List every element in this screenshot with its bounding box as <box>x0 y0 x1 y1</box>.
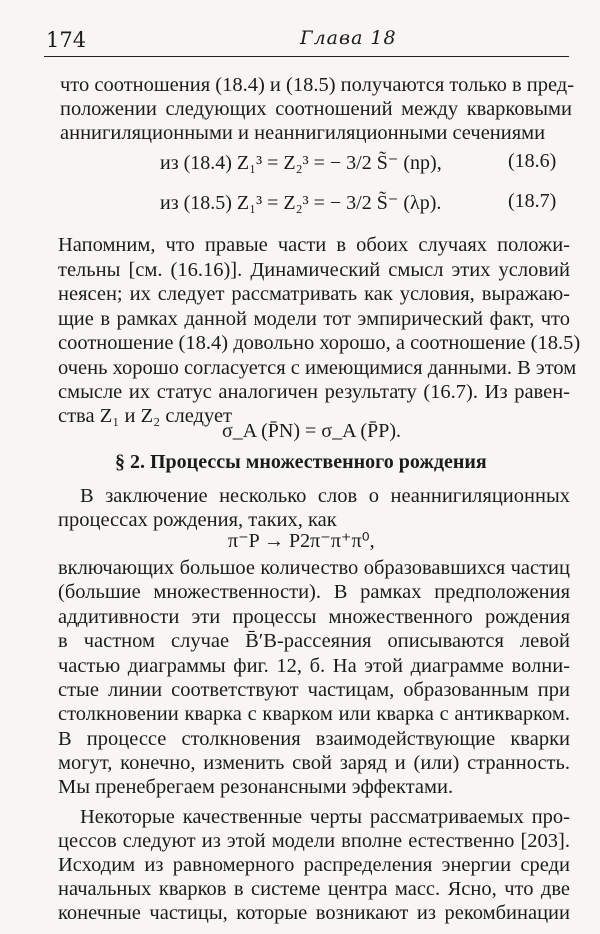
text-line: конечные частицы, которые возникают из рекомбинации <box>58 902 570 924</box>
text-line: включающих большое количество образовавшихся частиц <box>58 557 570 579</box>
chapter-title: Глава 18 <box>300 27 397 49</box>
text-line: цессов следуют из этой модели вполне естественно [203]. <box>58 830 570 852</box>
page-number: 174 <box>46 28 87 52</box>
text-line: смысле их статус аналогичен результату (16.7). Из равен- <box>58 381 570 403</box>
text-line: очень хорошо согласуется с имеющимися данными. В этом <box>58 357 577 379</box>
text-line: аддитивности эти процессы множественного рождения <box>58 606 570 628</box>
text-line: щие в рамках данной модели тот эмпирический факт, что <box>58 308 570 330</box>
text-line: положении следующих соотношений между кварковыми <box>60 98 572 120</box>
section-heading: § 2. Процессы множественного рождения <box>115 451 487 473</box>
text-line: стые линии соответствуют частицам, образованным при <box>58 679 570 701</box>
text-line: (большие множественности). В рамках предположения <box>58 581 570 603</box>
text-line: что соотношения (18.4) и (18.5) получаются только в пред- <box>60 74 575 96</box>
text-line: неясен; их следует рассматривать как условия, выражаю- <box>58 283 570 305</box>
text-line: Мы пренебрегаем резонансными эффектами. <box>58 776 454 798</box>
text-line: Некоторые качественные черты рассматриваемых про- <box>80 806 570 828</box>
text-line: ства Z₁ и Z₂ следует <box>58 405 232 427</box>
text-line: частью диаграммы фиг. 12, б. На этой диаграмме волни- <box>58 655 570 677</box>
equation-number: (18.7) <box>508 190 557 212</box>
text-line: В заключение несколько слов о неаннигиляционных <box>80 485 570 507</box>
text-line: в частном случае B̄′B-рассеяния описываются левой <box>58 630 570 652</box>
equation-reaction: π⁻P → P2π⁻π⁺π⁰, <box>228 530 375 552</box>
equation-18-7: из (18.5) Z₁³ = Z₂³ = − 3/2 S̃⁻ (λp). <box>160 192 442 214</box>
equation-18-6: из (18.4) Z₁³ = Z₂³ = − 3/2 S̃⁻ (np), <box>160 152 442 174</box>
text-line: Напомним, что правые части в обоих случаях положи- <box>58 234 570 256</box>
text-line: В процессе столкновения взаимодействующие кварки <box>58 728 570 750</box>
text-line: процессах рождения, таких, как <box>58 509 337 531</box>
page-header <box>44 22 569 57</box>
text-line: начальных кварков в системе центра масс. Ясно, что две <box>58 878 570 900</box>
text-line: аннигиляционными и неаннигиляционными сечениями <box>60 122 546 144</box>
text-line: столкновении кварка с кварком или кварка с антикварком. <box>58 703 570 725</box>
equation-number: (18.6) <box>508 150 557 172</box>
equation-cross-section: σ_A (P̄N) = σ_A (P̄P). <box>222 420 401 442</box>
text-line: соотношение (18.4) довольно хорошо, а соотношение (18.5) <box>58 332 581 354</box>
text-line: Исходим из равномерного распределения энергии среди <box>58 854 570 876</box>
text-line: могут, конечно, изменить свой заряд и (или) странность. <box>58 752 570 774</box>
text-line: тельны [см. (16.16)]. Динамический смысл этих условий <box>58 259 570 281</box>
